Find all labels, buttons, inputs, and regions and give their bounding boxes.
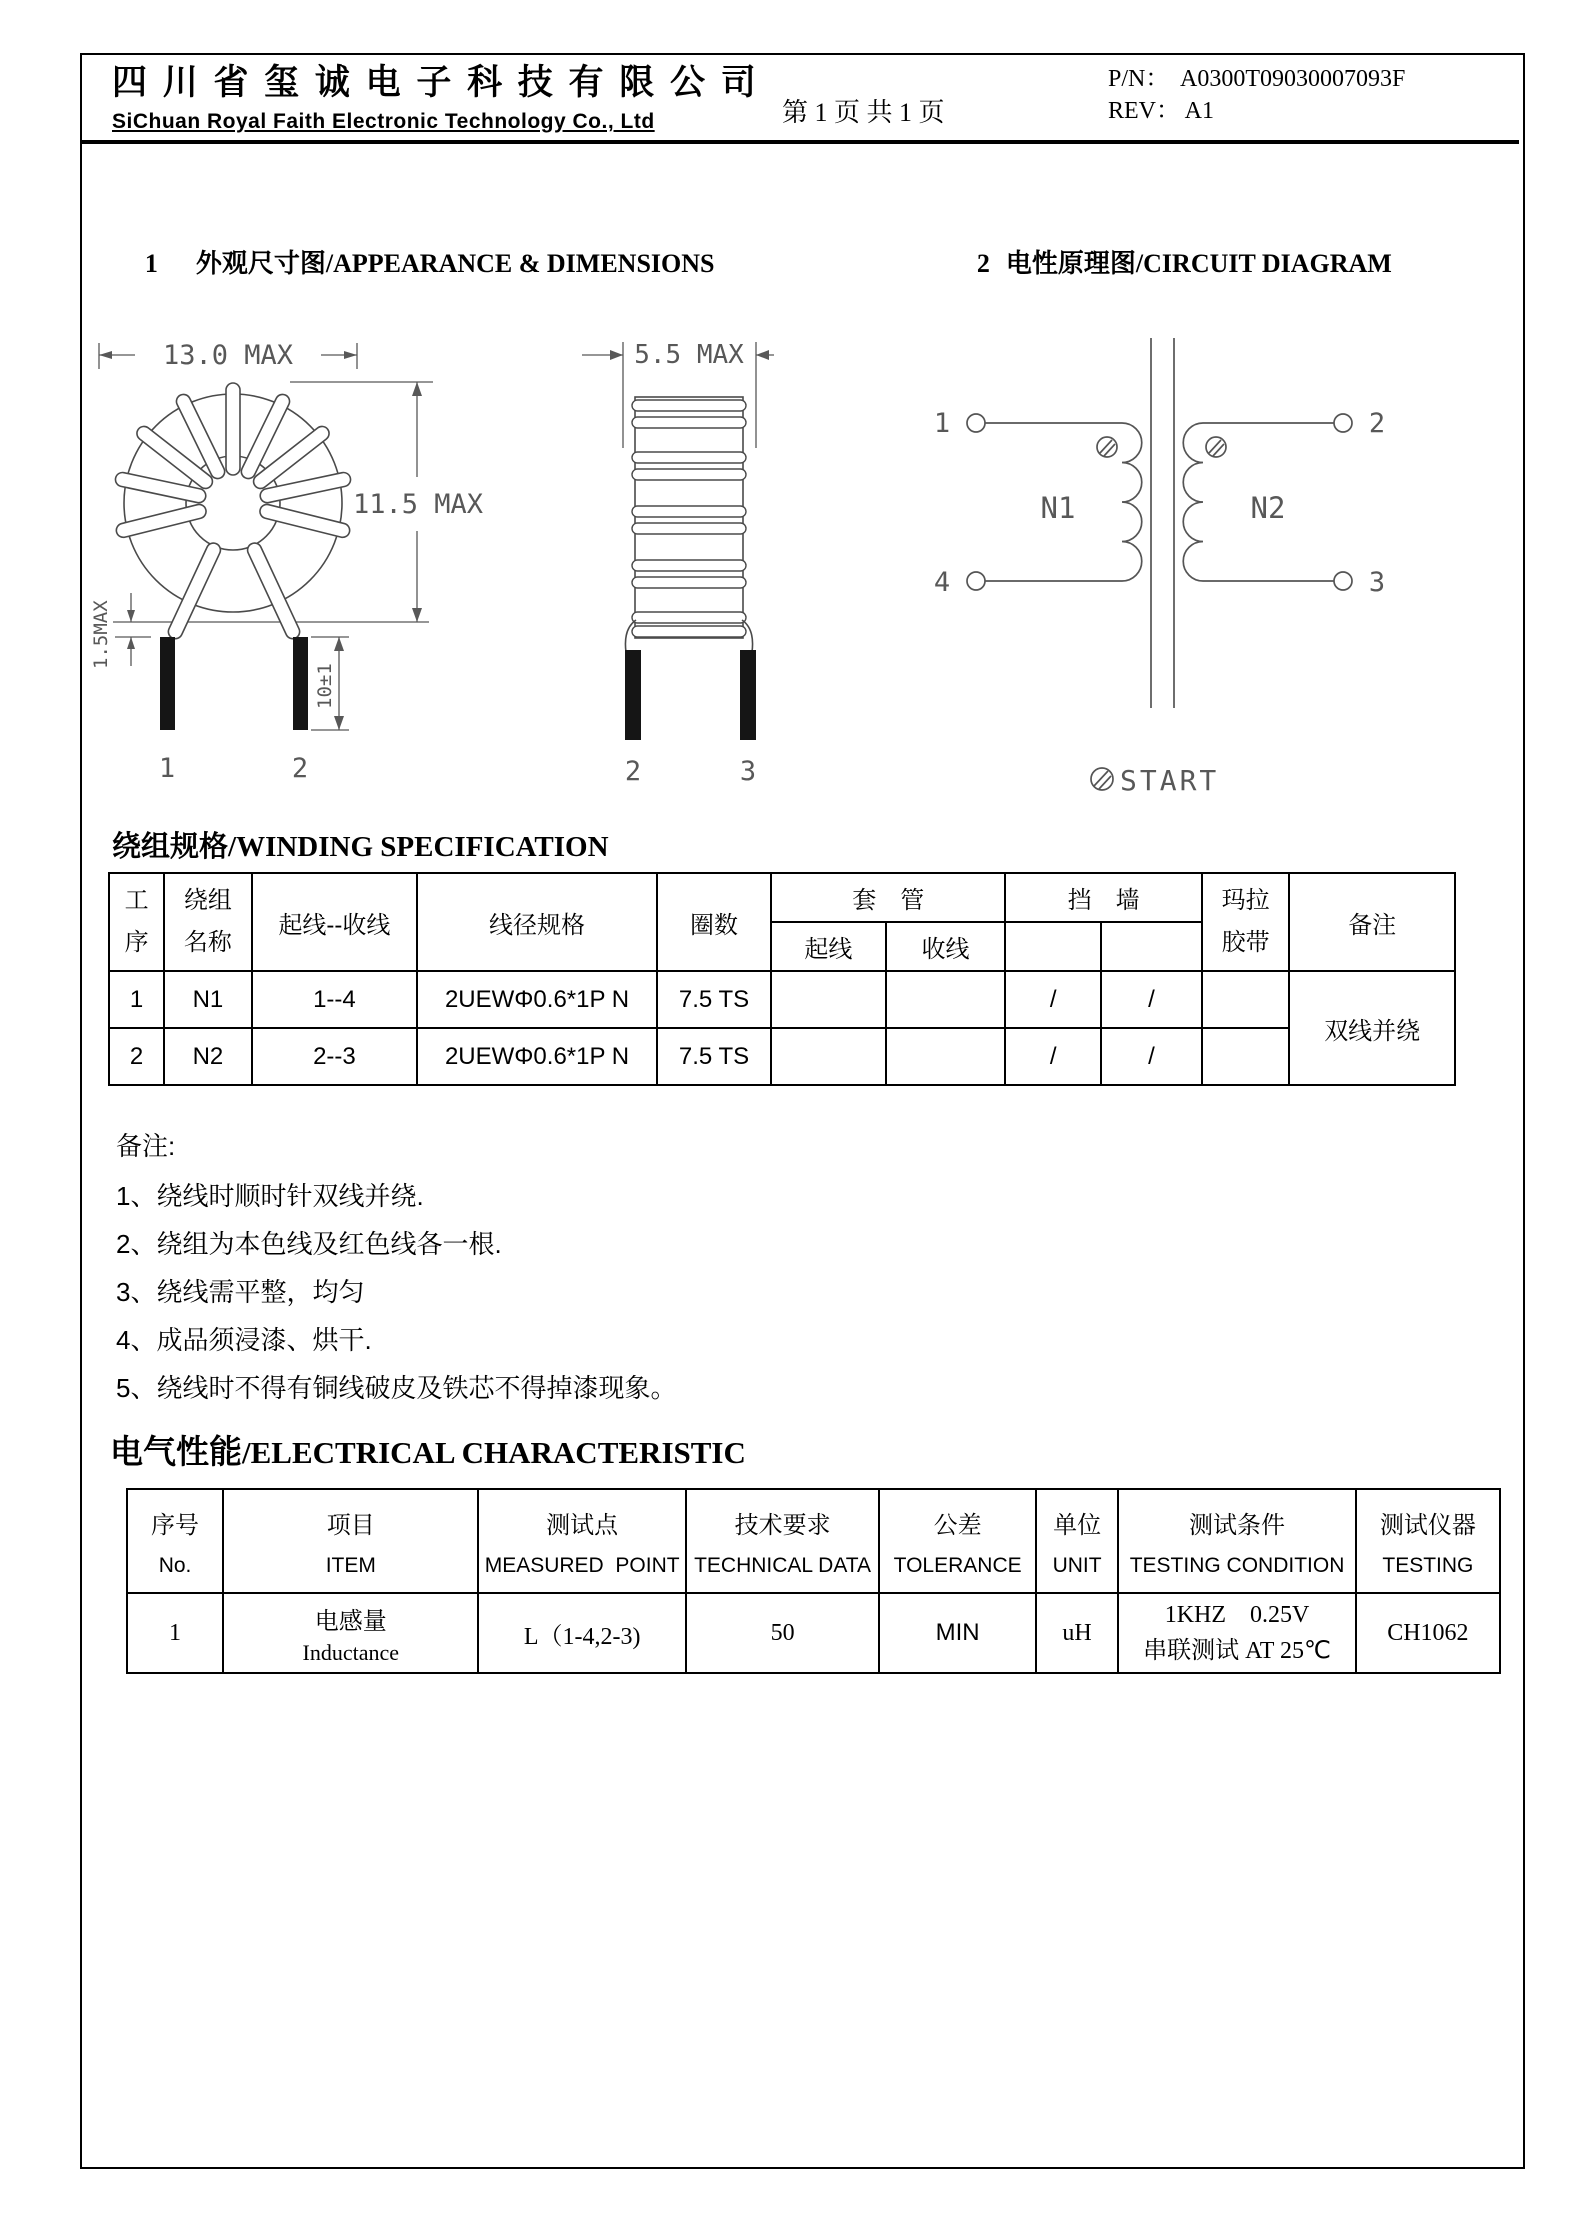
cell-measured-point: L（1-4,2-3) bbox=[478, 1593, 685, 1673]
col-header-technical-data: 技术要求 TECHNICAL DATA bbox=[686, 1489, 880, 1593]
winding-n2-label: N2 bbox=[1250, 491, 1286, 525]
cell-sleeve-end bbox=[886, 971, 1006, 1028]
cell-tape bbox=[1202, 971, 1289, 1028]
cell-item: 电感量 Inductance bbox=[223, 1593, 478, 1673]
col-header-wall-a bbox=[1005, 922, 1101, 971]
cell-wall-a: / bbox=[1005, 1028, 1101, 1085]
side-view-drawing bbox=[430, 330, 775, 800]
cell-testing-equipment: CH1062 bbox=[1356, 1593, 1500, 1673]
pin-3 bbox=[740, 650, 756, 740]
col-header-mylar-tape: 玛拉 胶带 bbox=[1202, 873, 1289, 971]
col-header-remark: 备注 bbox=[1289, 873, 1455, 971]
start-label: START bbox=[1120, 764, 1220, 797]
col-header-wall-b bbox=[1101, 922, 1202, 971]
notes-block bbox=[116, 1122, 676, 1412]
cell-start-end: 1--4 bbox=[252, 971, 418, 1028]
dim-10-1-label: 10±1 bbox=[314, 663, 336, 709]
col-header-item: 项目 ITEM bbox=[223, 1489, 478, 1593]
company-name-en: SiChuan Royal Faith Electronic Technology Co., Ltd bbox=[112, 110, 655, 133]
company-name-cn: 四 川 省 玺 诚 电 子 科 技 有 限 公 司 bbox=[112, 63, 759, 102]
cell-name: N2 bbox=[164, 1028, 251, 1085]
cell-wall-b: / bbox=[1101, 971, 1202, 1028]
pin-2-label: 2 bbox=[624, 756, 642, 787]
col-header-testing-condition: 测试条件 TESTING CONDITION bbox=[1118, 1489, 1356, 1593]
col-header-no: 序号 No. bbox=[127, 1489, 223, 1593]
col-header-sleeve-end: 收线 bbox=[886, 922, 1006, 971]
cell-no: 1 bbox=[127, 1593, 223, 1673]
cell-no: 1 bbox=[109, 971, 164, 1028]
pin-1 bbox=[160, 637, 175, 730]
section-number: 2 bbox=[976, 249, 990, 278]
terminal-1-node bbox=[967, 414, 985, 432]
note-item: 5、绕线时不得有铜线破皮及铁芯不得掉漆现象。 bbox=[116, 1373, 677, 1403]
col-header-unit: 单位 UNIT bbox=[1036, 1489, 1118, 1593]
pin-2-label: 2 bbox=[291, 753, 309, 784]
note-item: 3、绕线需平整，均匀 bbox=[116, 1277, 365, 1307]
terminal-2-label: 2 bbox=[1368, 408, 1386, 439]
cell-wire-spec: 2UEWΦ0.6*1P N bbox=[417, 971, 657, 1028]
electrical-title: 电气性能/ELECTRICAL CHARACTERISTIC bbox=[110, 1433, 746, 1470]
dim-1-5-max-label: 1.5MAX bbox=[90, 600, 112, 669]
cell-no: 2 bbox=[109, 1028, 164, 1085]
section-title-circuit: 2 电性原理图/CIRCUIT DIAGRAM bbox=[976, 248, 1392, 278]
cell-unit: uH bbox=[1036, 1593, 1118, 1673]
cell-tape bbox=[1202, 1028, 1289, 1085]
section-title-appearance: 1 外观尺寸图/APPEARANCE & DIMENSIONS bbox=[144, 248, 715, 278]
cell-sleeve-start bbox=[771, 1028, 885, 1085]
dim-5-5-max-label: 5.5 MAX bbox=[634, 340, 744, 370]
col-header-tolerance: 公差 TOLERANCE bbox=[879, 1489, 1036, 1593]
terminal-2-node bbox=[1334, 414, 1352, 432]
winding-spec-table bbox=[108, 872, 1456, 1086]
dim-11-5-max-label: 11.5 MAX bbox=[353, 489, 484, 520]
col-header-sleeve-start: 起线 bbox=[771, 922, 885, 971]
cell-remark: 双线并绕 bbox=[1289, 971, 1455, 1085]
phase-dot-n1 bbox=[1097, 437, 1117, 457]
pin-2 bbox=[625, 650, 641, 740]
lead-wire-left bbox=[166, 541, 223, 641]
note-item: 1、绕线时顺时针双线并绕. bbox=[116, 1181, 424, 1211]
notes-title: 备注: bbox=[116, 1131, 176, 1161]
col-header-process: 工 序 bbox=[109, 873, 164, 971]
dim-13-0-max-label: 13.0 MAX bbox=[162, 340, 294, 371]
col-header-wire-spec: 线径规格 bbox=[417, 873, 657, 971]
page-number-info: 第 1 页 共 1 页 bbox=[782, 98, 945, 127]
phase-dot-n2 bbox=[1206, 437, 1226, 457]
terminal-4-node bbox=[967, 572, 985, 590]
note-item: 4、成品须浸漆、烘干. bbox=[116, 1325, 372, 1355]
col-header-sleeve: 套 管 bbox=[771, 873, 1005, 922]
pin-1-label: 1 bbox=[158, 753, 176, 784]
table-row bbox=[109, 1028, 1455, 1085]
part-number: P/N： A0300T09030007093F bbox=[1108, 66, 1406, 92]
terminal-3-label: 3 bbox=[1368, 567, 1386, 598]
cell-turns: 7.5 TS bbox=[657, 1028, 771, 1085]
col-header-testing-equipment: 测试仪器 TESTING bbox=[1356, 1489, 1500, 1593]
cell-testing-condition: 1KHZ 0.25V 串联测试 AT 25℃ bbox=[1118, 1593, 1356, 1673]
revision: REV： A1 bbox=[1108, 98, 1215, 124]
col-header-winding-name: 绕组 名称 bbox=[164, 873, 251, 971]
winding-n1-label: N1 bbox=[1040, 491, 1076, 525]
cell-start-end: 2--3 bbox=[252, 1028, 418, 1085]
winding-n1-coil bbox=[1122, 423, 1142, 581]
cell-technical-data: 50 bbox=[686, 1593, 880, 1673]
lead-wire-right bbox=[245, 541, 302, 641]
pin-2 bbox=[293, 637, 308, 730]
table-row bbox=[109, 971, 1455, 1028]
winding-n2-coil bbox=[1183, 423, 1203, 581]
header-divider bbox=[82, 140, 1519, 144]
terminal-3-node bbox=[1334, 572, 1352, 590]
table-row bbox=[127, 1593, 1500, 1673]
cell-wall-a: / bbox=[1005, 971, 1101, 1028]
pin-3-label: 3 bbox=[739, 756, 757, 787]
terminal-4-label: 4 bbox=[933, 567, 951, 598]
cell-tolerance: MIN bbox=[879, 1593, 1036, 1673]
cell-sleeve-start bbox=[771, 971, 885, 1028]
col-header-start-end: 起线--收线 bbox=[252, 873, 418, 971]
cell-wire-spec: 2UEWΦ0.6*1P N bbox=[417, 1028, 657, 1085]
electrical-table bbox=[126, 1488, 1501, 1674]
section-number: 1 bbox=[144, 249, 158, 278]
col-header-measured-point: 测试点 MEASURED POINT bbox=[478, 1489, 685, 1593]
cell-wall-b: / bbox=[1101, 1028, 1202, 1085]
cell-turns: 7.5 TS bbox=[657, 971, 771, 1028]
cell-sleeve-end bbox=[886, 1028, 1006, 1085]
winding-spec-title: 绕组规格/WINDING SPECIFICATION bbox=[112, 831, 609, 863]
winding-turns bbox=[114, 383, 352, 641]
col-header-turns: 圈数 bbox=[657, 873, 771, 971]
col-header-wall: 挡 墙 bbox=[1005, 873, 1202, 922]
note-item: 2、绕组为本色线及红色线各一根. bbox=[116, 1229, 502, 1259]
cell-name: N1 bbox=[164, 971, 251, 1028]
circuit-diagram bbox=[880, 320, 1430, 800]
terminal-1-label: 1 bbox=[933, 408, 951, 439]
